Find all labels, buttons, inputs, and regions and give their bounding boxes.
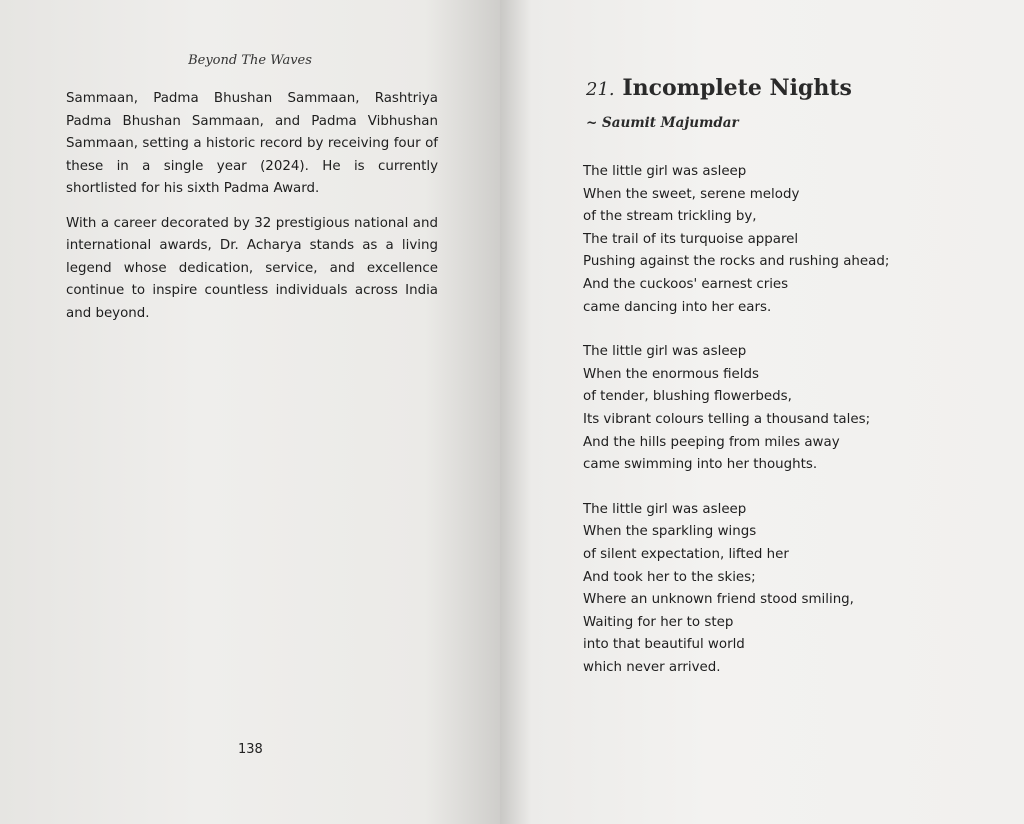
poem-line: Waiting for her to step xyxy=(583,614,734,630)
poem-line: When the enormous fields xyxy=(583,366,759,382)
paragraph: Sammaan, Padma Bhushan Sammaan, Rashtriya Padma Bhushan Sammaan, and Padma Vibhushan Sammaan, setting a historic record by receiving four of these in a single year (2024). He is currently shortlisted for his sixth Padma Award. xyxy=(66,91,438,196)
poem-author: ~ Saumit Majumdar xyxy=(586,115,739,131)
poem-line: The little girl was asleep xyxy=(583,344,747,360)
poem-line: When the sweet, serene melody xyxy=(583,186,800,202)
stanza xyxy=(583,161,889,319)
stanza xyxy=(583,499,889,680)
poem-line: came dancing into her ears. xyxy=(583,299,772,315)
poem-line: The trail of its turquoise apparel xyxy=(583,231,799,247)
poem-line: into that beautiful world xyxy=(583,637,745,653)
stanza xyxy=(583,341,889,477)
bleed-through-text xyxy=(70,380,430,402)
prose-body xyxy=(66,88,438,337)
running-head: Beyond The Waves xyxy=(188,53,312,68)
poem-line: When the sparkling wings xyxy=(583,524,757,540)
poem-line: of tender, blushing flowerbeds, xyxy=(583,389,792,405)
poem-line: The little girl was asleep xyxy=(583,501,747,517)
poem-line: And the hills peeping from miles away xyxy=(583,434,840,450)
poem-title xyxy=(586,75,852,101)
poem-title-text: Incomplete Nights xyxy=(622,75,852,101)
left-page xyxy=(0,0,500,824)
page-number: 138 xyxy=(238,742,263,757)
poem-line: And the cuckoos' earnest cries xyxy=(583,276,789,292)
poem-number: 21. xyxy=(586,79,615,100)
poem-line: Its vibrant colours telling a thousand tales; xyxy=(583,411,871,427)
poem-line: of the stream trickling by, xyxy=(583,209,757,225)
paragraph: With a career decorated by 32 prestigious national and international awards, Dr. Acharya stands as a living legend whose dedication, service, and excellence continue to inspire countless individuals across India and beyond. xyxy=(66,215,438,321)
poem-line: of silent expectation, lifted her xyxy=(583,546,789,562)
poem-body xyxy=(583,161,889,701)
poem-line: The little girl was asleep xyxy=(583,164,747,179)
poem-line: which never arrived. xyxy=(583,659,721,675)
poem-line: came swimming into her thoughts. xyxy=(583,457,818,473)
poem-line: Pushing against the rocks and rushing ahead; xyxy=(583,254,890,270)
poem-line: Where an unknown friend stood smiling, xyxy=(583,592,854,608)
poem-line: And took her to the skies; xyxy=(583,569,756,585)
